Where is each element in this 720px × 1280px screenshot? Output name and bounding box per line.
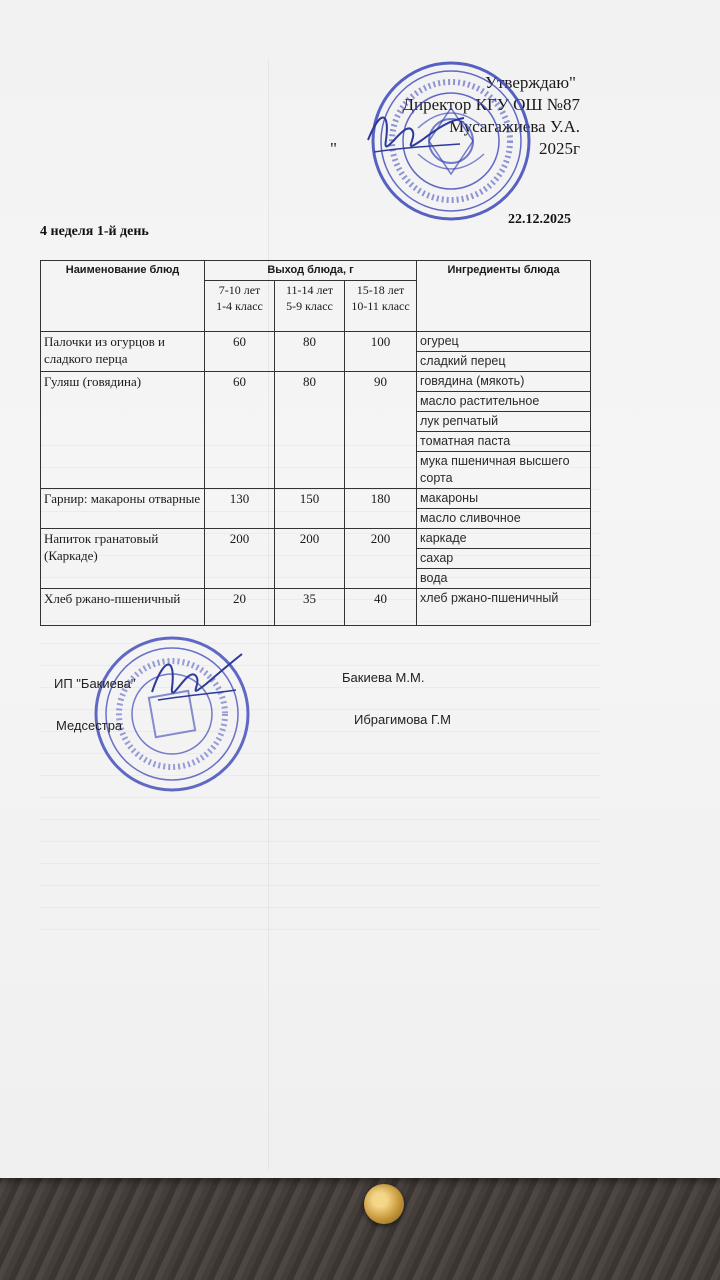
approval-line-approve: Утверждаю" xyxy=(484,73,576,92)
entrepreneur-signature xyxy=(146,648,246,712)
age-group-2 xyxy=(275,281,345,332)
table-row xyxy=(41,332,591,352)
dish-name: Напиток гранатовый (Каркаде) xyxy=(41,529,205,589)
age-group-2-grades: 5-9 класс xyxy=(286,299,333,313)
age-group-1 xyxy=(205,281,275,332)
ingredient-item: томатная паста xyxy=(417,432,591,452)
dish-output-age2: 200 xyxy=(275,529,345,589)
ingredient-item: огурец xyxy=(417,332,591,352)
dish-output-age3: 90 xyxy=(345,372,417,489)
menu-table xyxy=(40,260,591,626)
ingredient-item: каркаде xyxy=(417,529,591,549)
dish-output-age2: 80 xyxy=(275,332,345,372)
approval-line-name: Мусагажиева У.А. xyxy=(448,117,580,136)
header-dish-name: Наименование блюд xyxy=(41,261,205,332)
dish-name: Хлеб ржано-пшеничный xyxy=(41,589,205,626)
approval-date-year: 2025г xyxy=(539,139,580,158)
ingredient-item: вода xyxy=(417,569,591,589)
dish-output-age3: 200 xyxy=(345,529,417,589)
dish-output-age1: 60 xyxy=(205,372,275,489)
dish-output-age1: 130 xyxy=(205,489,275,529)
age-group-3 xyxy=(345,281,417,332)
nurse-person: Ибрагимова Г.М xyxy=(354,712,451,727)
age-group-3-years: 15-18 лет xyxy=(356,283,405,297)
ingredient-item: макароны xyxy=(417,489,591,509)
ingredient-item: сладкий перец xyxy=(417,352,591,372)
menu-date: 22.12.2025 xyxy=(508,212,571,227)
org-person: Бакиева М.М. xyxy=(342,670,425,685)
approval-date-quote: " xyxy=(330,139,337,158)
ingredient-item: говядина (мякоть) xyxy=(417,372,591,392)
dish-output-age2: 35 xyxy=(275,589,345,626)
dish-output-age3: 180 xyxy=(345,489,417,529)
dish-output-age2: 150 xyxy=(275,489,345,529)
age-group-2-years: 11-14 лет xyxy=(285,283,334,297)
dish-output-age2: 80 xyxy=(275,372,345,489)
dish-output-age1: 60 xyxy=(205,332,275,372)
dish-output-age3: 100 xyxy=(345,332,417,372)
org-label: ИП "Бакиева" xyxy=(54,676,136,691)
ingredient-item: масло растительное xyxy=(417,392,591,412)
age-group-1-years: 7-10 лет xyxy=(218,283,261,297)
header-ingredients: Ингредиенты блюда xyxy=(417,261,591,332)
table-row xyxy=(41,589,591,626)
dish-name: Гарнир: макароны отварные xyxy=(41,489,205,529)
dish-name: Палочки из огурцов и сладкого перца xyxy=(41,332,205,372)
ingredient-item: хлеб ржано-пшеничный xyxy=(417,589,591,626)
dish-name: Гуляш (говядина) xyxy=(41,372,205,489)
ingredient-item: сахар xyxy=(417,549,591,569)
tablecloth-background xyxy=(0,1170,720,1280)
dish-output-age1: 200 xyxy=(205,529,275,589)
table-row xyxy=(41,372,591,392)
table-header-row xyxy=(41,261,591,281)
dish-output-age3: 40 xyxy=(345,589,417,626)
ingredient-item: масло сливочное xyxy=(417,509,591,529)
table-row xyxy=(41,489,591,509)
dish-output-age1: 20 xyxy=(205,589,275,626)
header-output: Выход блюда, г xyxy=(205,261,417,281)
brass-button-object xyxy=(364,1184,404,1224)
nurse-label: Медсестра xyxy=(56,718,123,733)
ingredient-item: лук репчатый xyxy=(417,412,591,432)
director-signature xyxy=(360,100,470,170)
approval-line-director: Директор КГУ ОШ №87 xyxy=(402,95,580,114)
age-group-3-grades: 10-11 класс xyxy=(351,299,410,313)
table-row xyxy=(41,529,591,549)
week-day-title: 4 неделя 1-й день xyxy=(40,224,149,239)
age-group-1-grades: 1-4 класс xyxy=(216,299,263,313)
ingredient-item: мука пшеничная высшего сорта xyxy=(417,452,591,489)
